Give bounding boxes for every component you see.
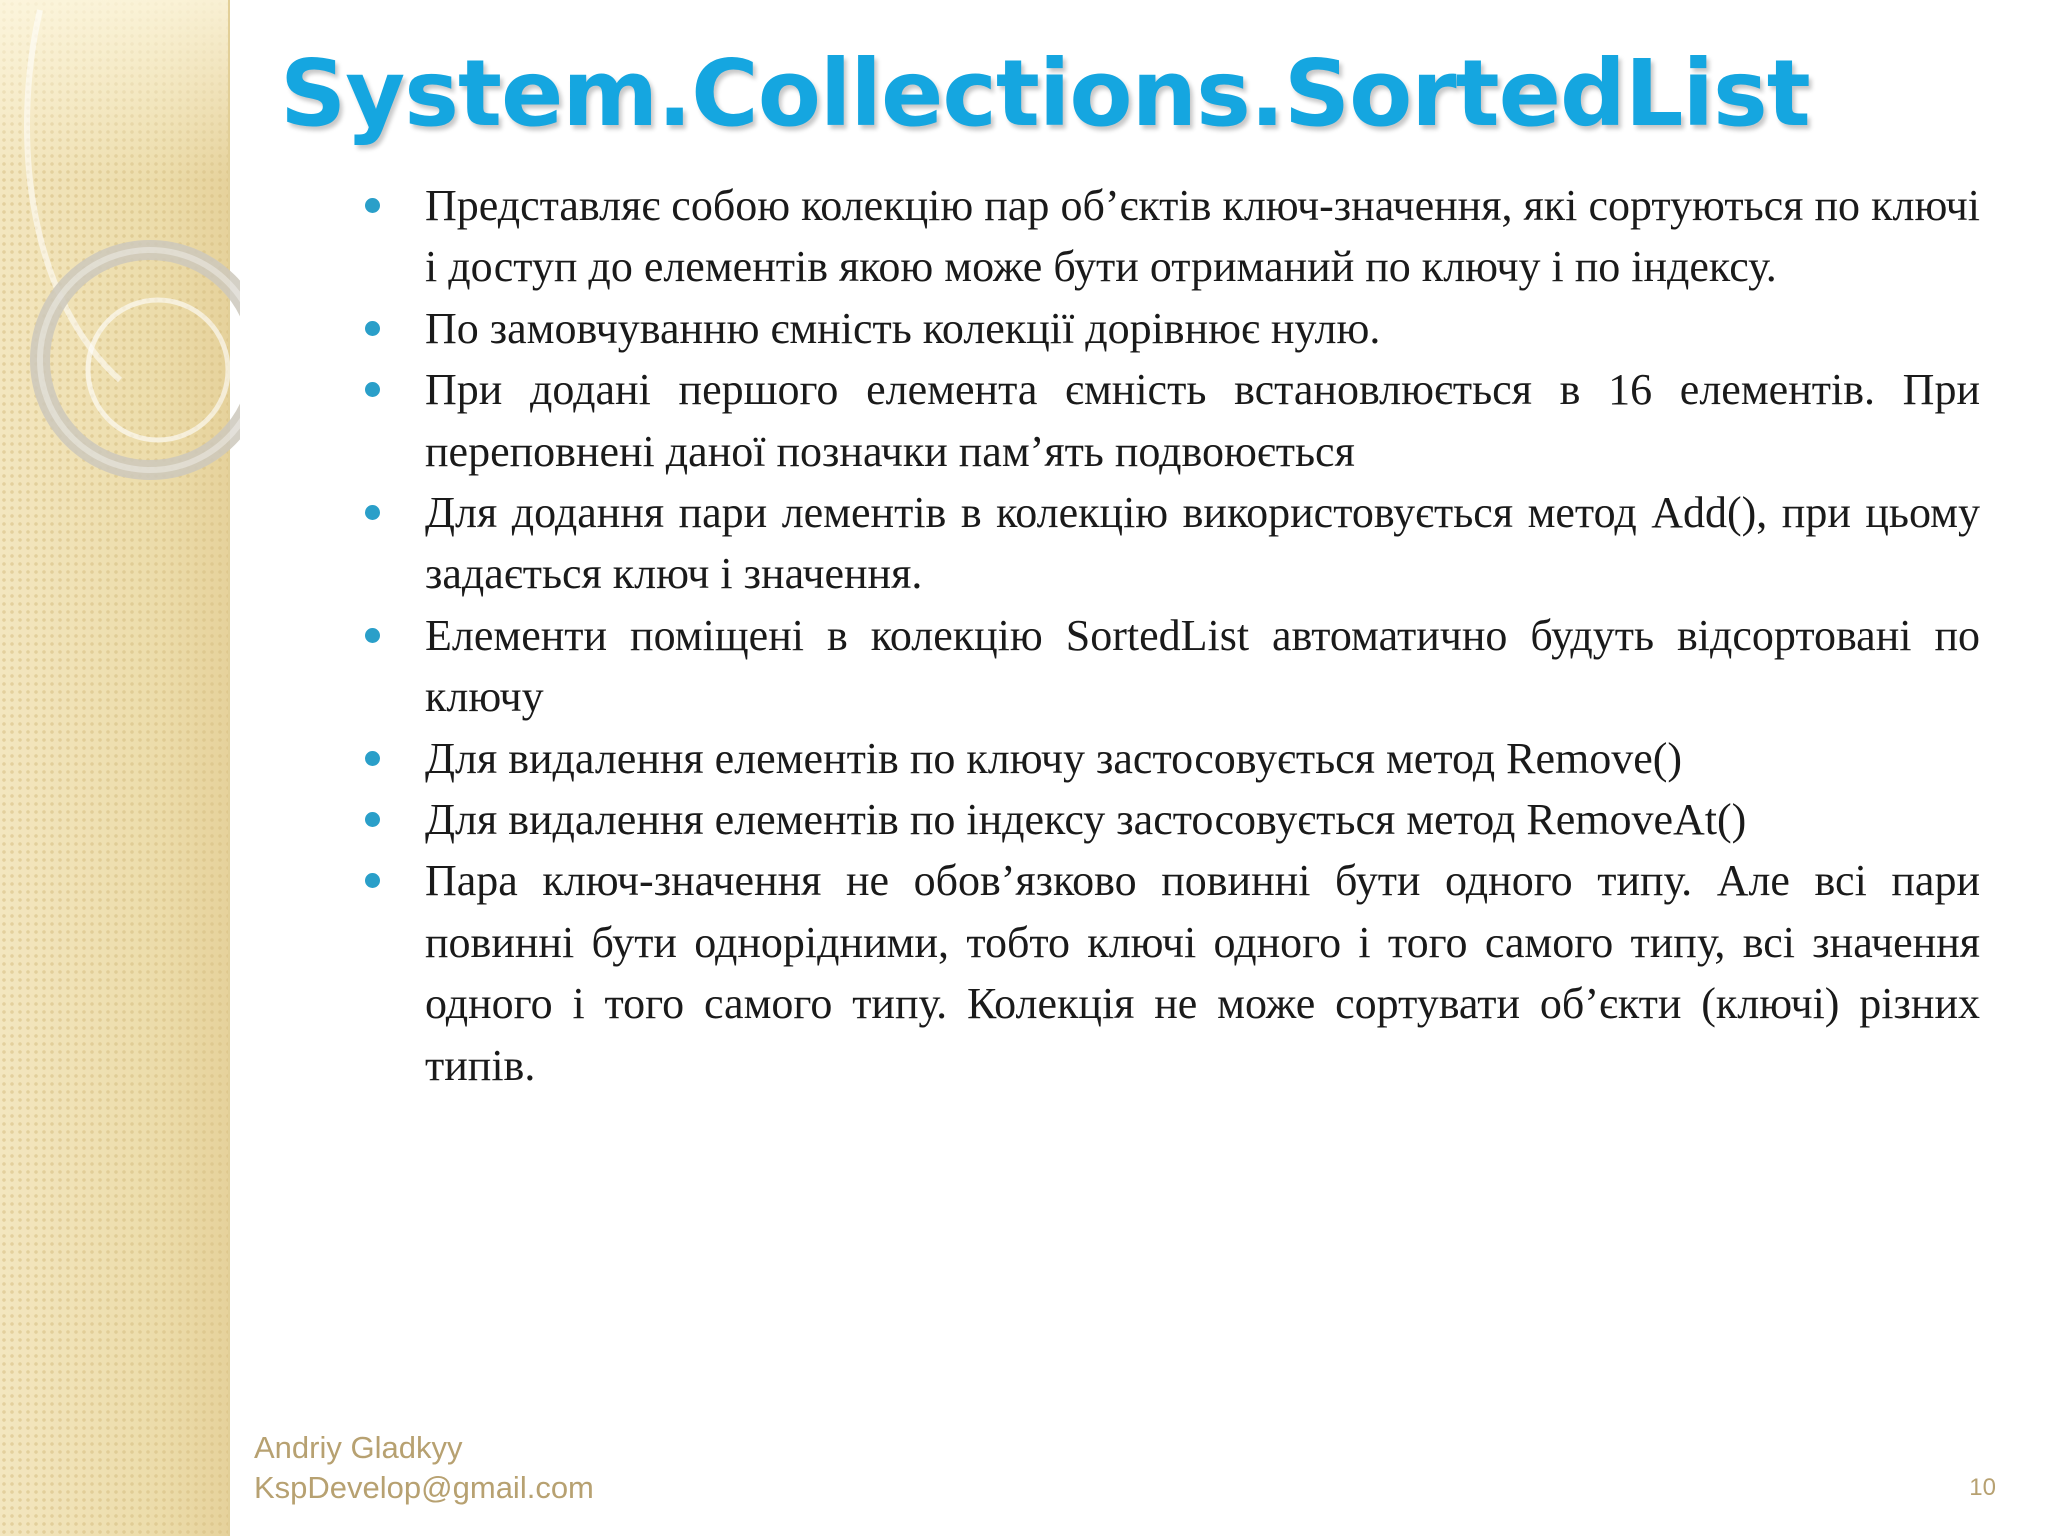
bullet-text: Представляє собою колекцію пар об’єктів ключ-значення, які сортуються по ключі і доступ до елементів якою може бути отриманий по ключу і по індексу. xyxy=(425,181,1980,292)
bullet-text: Пара ключ-значення не обов’язково повинні бути одного типу. Але всі пари повинні бути однорідними, тобто ключі одного і того самого типу, всі значення одного і того самого типу. Колекція не може сортувати об’єкти (ключі) різних типів. xyxy=(425,856,1980,1090)
bullet-item xyxy=(425,850,1980,1096)
bullet-dot-icon xyxy=(365,505,380,520)
bullet-text: Елементи поміщені в колекцію SortedList автоматично будуть відсортовані по ключу xyxy=(425,610,1980,722)
bullet-dot-icon xyxy=(365,382,380,397)
footer-author-name: Andriy Gladkyy xyxy=(254,1430,463,1465)
footer-author-block xyxy=(254,1428,594,1508)
bullet-list xyxy=(425,175,1980,1096)
bullet-item xyxy=(425,482,1980,605)
bullet-dot-icon xyxy=(365,321,380,336)
bullet-text: При додані першого елемента ємність встановлюється в 16 елементів. При переповнені даної позначки пам’ять подвоюється xyxy=(425,365,1980,476)
decorative-rings-icon xyxy=(0,0,240,560)
bullet-text: Для видалення елементів по індексу застосовується метод RemoveAt() xyxy=(425,795,1747,845)
bullet-dot-icon xyxy=(365,198,380,213)
bullet-item xyxy=(425,605,1980,728)
bullet-item xyxy=(425,728,1980,789)
bullet-dot-icon xyxy=(365,628,380,643)
bullet-text: Для видалення елементів по ключу застосовується метод Remove() xyxy=(425,733,1683,783)
bullet-dot-icon xyxy=(365,751,380,766)
bullet-dot-icon xyxy=(365,812,380,827)
slide-title: System.Collections.SortedList xyxy=(280,40,1810,147)
bullet-dot-icon xyxy=(365,873,380,888)
page-number: 10 xyxy=(1969,1474,1996,1501)
bullet-item xyxy=(425,175,1980,298)
bullet-text: По замовчуванню ємність колекції дорівнює нулю. xyxy=(425,303,1381,353)
footer-email: KspDevelop@gmail.com xyxy=(254,1470,594,1505)
bullet-item xyxy=(425,359,1980,482)
bullet-item xyxy=(425,789,1980,850)
bullet-text: Для додання пари лементів в колекцію використовується метод Add(), при цьому задається ключ і значення. xyxy=(425,488,1980,599)
bullet-item xyxy=(425,298,1980,359)
